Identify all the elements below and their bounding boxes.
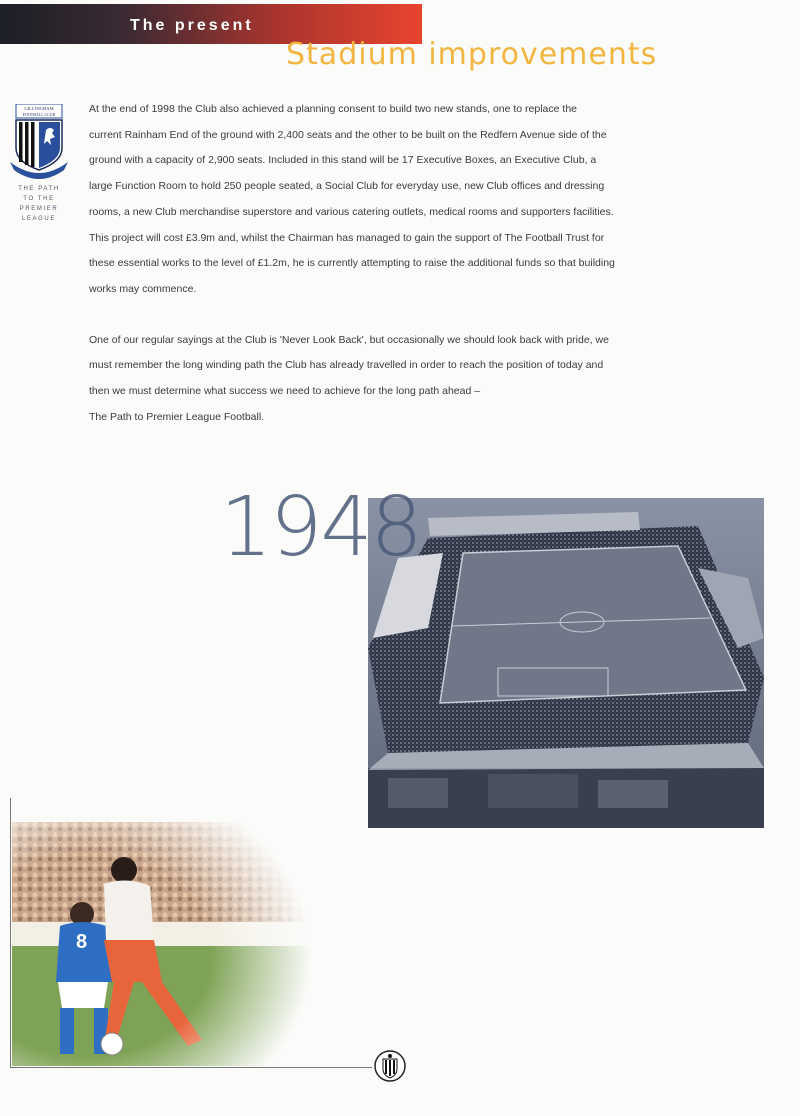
text-line: The Path to Premier League Football.: [89, 410, 265, 423]
text-line: then we must determine what success we need to achieve for the long path ahead –: [89, 385, 481, 398]
text-line: large Function Room to hold 250 people seated, a Social Club for everyday use, new Club offices and dressing: [89, 180, 605, 193]
page-title: Stadium improvements: [286, 37, 658, 72]
club-badge-icon: [374, 1050, 406, 1082]
frame-line: [10, 1067, 372, 1068]
text-line: rooms, a new Club merchandise superstore and various catering outlets, medical rooms and supporters facilities.: [89, 205, 614, 218]
text-line: This project will cost £3.9m and, whilst the Chairman has managed to gain the support of The Football Trust for: [89, 231, 605, 244]
football-action-photo: [12, 822, 312, 1066]
aerial-stadium-photo: [368, 498, 764, 828]
text-line: these essential works to the level of £1.2m, he is currently attempting to raise the additional funds so that building: [89, 257, 615, 270]
section-label: The present: [130, 17, 254, 34]
text-line: ground with a capacity of 2,900 seats. Included in this stand will be 17 Executive Boxes, an Executive Club, a: [89, 154, 597, 167]
tagline-line: THE PATH: [18, 186, 60, 192]
crest-tagline: [8, 184, 70, 224]
text-line: current Rainham End of the ground with 2,400 seats and the other to be built on the Redfern Avenue side of the: [89, 128, 607, 141]
club-crest-icon: [8, 104, 70, 180]
frame-line: [10, 798, 11, 1068]
article-body: [89, 97, 699, 430]
crest-name-line2: FOOTBALL CLUB: [22, 112, 56, 117]
text-line: works may commence.: [89, 282, 197, 295]
text-line: must remember the long winding path the Club has already travelled in order to reach the position of today and: [89, 359, 604, 372]
paragraph-1: [89, 97, 699, 303]
paragraph-2: [89, 328, 699, 431]
tagline-line: PREMIER: [19, 206, 59, 212]
year-label: 1948: [220, 480, 421, 575]
text-line: At the end of 1998 the Club also achieved a planning consent to build two new stands, one to replace the: [89, 103, 578, 115]
crest-name-line1: GILLINGHAM: [24, 106, 54, 111]
tagline-line: LEAGUE: [22, 216, 56, 222]
tagline-line: TO THE: [23, 196, 55, 202]
text-line: One of our regular sayings at the Club is 'Never Look Back', but occasionally we should look back with pride, we: [89, 333, 609, 346]
